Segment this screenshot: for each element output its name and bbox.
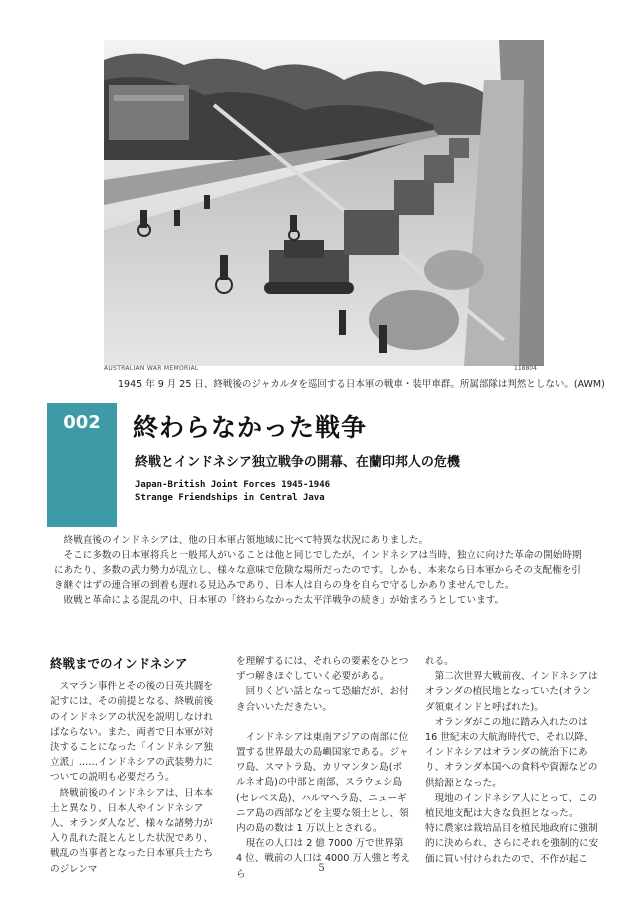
- body-paragraph: 特に農家は栽培品目を植民地政府に強制的に決められ、さらにそれを強制的に安価に買い付けられたので、不作が起こ: [425, 823, 599, 865]
- body-column-1: [50, 654, 222, 877]
- body-column-2: [236, 654, 410, 882]
- intro-paragraph: 敗戦と革命による混乱の中、日本軍の「終わらなかった太平洋戦争の続き」が始まろうとしています。: [54, 595, 505, 606]
- photo-credit-source: AUSTRALIAN WAR MEMORIAL: [104, 365, 199, 372]
- street-photo-illustration: [104, 40, 544, 366]
- body-paragraph: 現在の人口は 2 億 7000 万で世界第 4 位、戦前の人口は 4000 万人強と考えら: [236, 838, 410, 880]
- english-title-line-1: Japan-British Joint Forces 1945-1946: [135, 480, 331, 490]
- body-paragraph: 現地のインドネシア人にとって、この植民地支配は大きな負担となった。: [425, 792, 598, 820]
- article-number-box: [47, 403, 117, 527]
- section-heading: 終戦までのインドネシア: [50, 656, 188, 671]
- article-title: 終わらなかった戦争: [133, 413, 368, 442]
- body-paragraph: オランダがこの地に踏み入れたのは 16 世紀末の大航海時代で、それ以降、インドネシアはオランダの統治下にあり、オランダ本国への食料や資源などの供給源となった。: [425, 716, 598, 789]
- body-paragraph: 第二次世界大戦前夜、インドネシアはオランダの植民地となっていた(オランダ領東インドと呼ばれた)。: [425, 671, 598, 713]
- english-title-line-2: Strange Friendships in Central Java: [135, 493, 325, 503]
- photo-caption: 1945 年 9 月 25 日、終戦後のジャカルタを巡回する日本軍の戦車・装甲車群。所属部隊は判然としない。(AWM): [118, 379, 605, 390]
- body-paragraph: 回りくどい話となって恐縮だが、お付き合いいただきたい。: [236, 686, 409, 713]
- page-number: 5: [318, 863, 325, 874]
- body-column-3: [425, 654, 599, 867]
- intro-lead: [54, 533, 584, 608]
- body-paragraph: れる。: [425, 656, 454, 667]
- intro-paragraph: そこに多数の日本軍将兵と一般邦人がいることは他と同じでしたが、インドネシアは当時、独立に向けた革命の開始時期にあたり、多数の武力勢力が乱立し、様々な意味で危険な場所だったのです。しかも、本来なら日本軍からその支配権を引き継ぐはずの連合軍の到着も遅れる見込みであり、日本人は自らの身を自らで守るしかありませんでした。: [54, 550, 582, 591]
- body-paragraph: スマラン事件とその後の日英共闘を記すには、その前提となる、終戦前後のインドネシアの状況を説明しなければならない。また、両者で日本軍が対決することになった「インドネシア独立派」……インドネシアの武装勢力についての説明も必要だろう。: [50, 681, 214, 784]
- article-number: 002: [63, 412, 101, 433]
- photo-credit-id: 118804: [514, 365, 537, 372]
- body-paragraph: インドネシアは東南アジアの南部に位置する世界最大の島嶼国家である。ジャワ島、スマトラ島、カリマンタン島(ボルネオ島)の中部と南部、スラウェシ島(セレベス島)、ハルマヘラ島、ニューギニア島の西部などを主要な領土とし、領内の島の数は 1 万以上とされる。: [236, 731, 409, 835]
- body-paragraph: を理解するには、それらの要素をひとつずつ解きほぐしていく必要がある。: [236, 656, 409, 683]
- paragraph-gap: [236, 715, 410, 730]
- intro-paragraph: 終戦直後のインドネシアは、他の日本軍占領地域に比べて特異な状況にありました。: [54, 535, 429, 546]
- photo: [104, 40, 544, 366]
- article-subtitle: 終戦とインドネシア独立戦争の開幕、在蘭印邦人の危機: [135, 455, 460, 470]
- body-paragraph: 終戦前後のインドネシアは、日本本土と異なり、日本人やインドネシア人、オランダ人など、様々な諸勢力が入り乱れた混とんとした状況であり、戦乱の当事者となった日本軍兵士たちのジレンマ: [50, 787, 214, 875]
